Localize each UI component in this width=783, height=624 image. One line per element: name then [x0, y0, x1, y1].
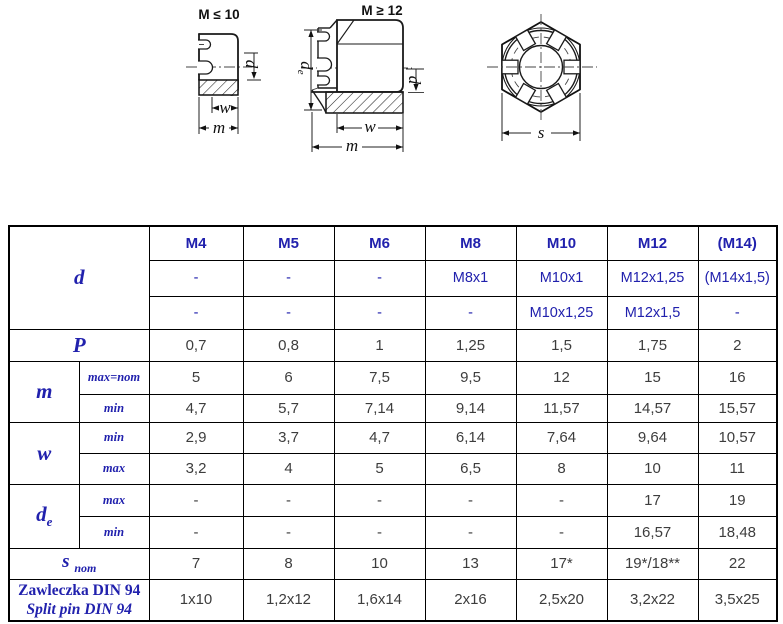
drawing-title-m-ge-12: M ≥ 12 — [361, 3, 403, 18]
row-label-s — [9, 548, 149, 579]
table-cell: 4 — [243, 453, 334, 484]
arrowhead — [573, 130, 580, 135]
column-header: M10 — [516, 226, 607, 260]
table-cell: 9,14 — [425, 394, 516, 422]
table-cell: 17 — [607, 484, 698, 516]
dim-label-w: w — [364, 117, 376, 136]
table-cell: 1,25 — [425, 329, 516, 361]
table-cell: 6,14 — [425, 422, 516, 453]
arrowhead — [312, 144, 319, 149]
table-cell: M12x1,25 — [607, 260, 698, 296]
table-cell: 7 — [149, 548, 243, 579]
slot-middle — [317, 58, 332, 71]
row-sublabel: min — [79, 422, 149, 453]
label-s-main: s — [62, 551, 70, 573]
hatched-bearing-band — [199, 80, 238, 95]
row-label-d: d — [9, 226, 149, 329]
label-s-sub: nom — [74, 560, 97, 575]
dim-label-m: m — [345, 136, 359, 155]
table-row — [9, 453, 777, 484]
table-cell: M8x1 — [425, 260, 516, 296]
table-cell: 13 — [425, 548, 516, 579]
table-cell: 4,7 — [334, 422, 425, 453]
table-row — [9, 548, 777, 579]
table-cell: 5 — [334, 453, 425, 484]
table-cell: 7,14 — [334, 394, 425, 422]
table-cell: (M14x1,5) — [698, 260, 777, 296]
table-cell: M12x1,5 — [607, 296, 698, 329]
hatched-flange — [326, 92, 403, 113]
table-cell: - — [243, 260, 334, 296]
table-cell: 7,5 — [334, 361, 425, 394]
table-row — [9, 394, 777, 422]
arrowhead — [502, 130, 509, 135]
table-cell: 10 — [607, 453, 698, 484]
arrowhead — [231, 125, 238, 130]
table-cell: 11,57 — [516, 394, 607, 422]
table-cell: - — [334, 296, 425, 329]
dim-label-s: s — [537, 123, 545, 142]
row-label-de — [9, 484, 79, 548]
table-cell: 2,5x20 — [516, 579, 607, 621]
table-cell: 3,2x22 — [607, 579, 698, 621]
arrowhead — [199, 125, 206, 130]
table-cell: 2,9 — [149, 422, 243, 453]
table-cell: 8 — [243, 548, 334, 579]
table-cell: M10x1 — [516, 260, 607, 296]
table-cell: - — [698, 296, 777, 329]
slot-middle — [198, 61, 213, 74]
table-cell: 2x16 — [425, 579, 516, 621]
table-cell: 10,57 — [698, 422, 777, 453]
table-cell: - — [334, 484, 425, 516]
arrowhead — [396, 125, 403, 130]
table-cell: - — [516, 516, 607, 548]
table-cell: 3,5x25 — [698, 579, 777, 621]
table-cell: 1,2x12 — [243, 579, 334, 621]
table-cell: - — [243, 516, 334, 548]
table-cell: - — [425, 296, 516, 329]
column-header: M12 — [607, 226, 698, 260]
table-cell: 5 — [149, 361, 243, 394]
row-label-m: m — [9, 361, 79, 422]
table-cell: 18,48 — [698, 516, 777, 548]
drawing-title-m-le-10: M ≤ 10 — [198, 7, 240, 22]
table-cell: 1x10 — [149, 579, 243, 621]
arrowhead — [251, 72, 256, 79]
table-cell: 19*/18** — [607, 548, 698, 579]
dim-label-d: d — [242, 59, 261, 69]
table-cell: 9,5 — [425, 361, 516, 394]
crown-chamfer — [330, 20, 337, 28]
table-row — [9, 516, 777, 548]
table-cell: - — [149, 260, 243, 296]
table-cell: - — [334, 516, 425, 548]
table-cell: 4,7 — [149, 394, 243, 422]
table-cell: 1,75 — [607, 329, 698, 361]
table-cell: - — [149, 296, 243, 329]
table-cell: 0,7 — [149, 329, 243, 361]
split-pin-label-en: Split pin DIN 94 — [26, 600, 132, 618]
dim-label-d: d — [405, 75, 424, 85]
table-cell: 0,8 — [243, 329, 334, 361]
table-cell: - — [243, 484, 334, 516]
drawing-side-view-m-le-10 — [186, 7, 261, 137]
row-sublabel: min — [79, 516, 149, 548]
table-cell: 17* — [516, 548, 607, 579]
table-cell: - — [149, 484, 243, 516]
table-cell: 15 — [607, 361, 698, 394]
table-cell: 3,2 — [149, 453, 243, 484]
column-header: M6 — [334, 226, 425, 260]
slot-top — [317, 32, 330, 41]
table-cell: 14,57 — [607, 394, 698, 422]
table-cell: 9,64 — [607, 422, 698, 453]
table-cell: 1 — [334, 329, 425, 361]
column-header: M4 — [149, 226, 243, 260]
table-cell: 1,6x14 — [334, 579, 425, 621]
header-row — [9, 226, 777, 260]
table-cell: 22 — [698, 548, 777, 579]
table-row — [9, 422, 777, 453]
row-sublabel: min — [79, 394, 149, 422]
table-cell: - — [334, 260, 425, 296]
table-cell: 7,64 — [516, 422, 607, 453]
table-row — [9, 579, 777, 621]
table-cell: 5,7 — [243, 394, 334, 422]
table-row — [9, 329, 777, 361]
row-sublabel: max — [79, 453, 149, 484]
dimension-table — [8, 225, 778, 622]
row-label-w: w — [9, 422, 79, 484]
column-header: M5 — [243, 226, 334, 260]
table-cell: - — [516, 484, 607, 516]
label-de-sub: e — [46, 514, 53, 530]
drawing-top-view-hexagon — [487, 14, 597, 142]
column-header: (M14) — [698, 226, 777, 260]
table-cell: 12 — [516, 361, 607, 394]
slot-bottom — [317, 76, 330, 85]
table-cell: - — [425, 484, 516, 516]
row-label-split-pin — [9, 579, 149, 621]
table-cell: 3,7 — [243, 422, 334, 453]
table-cell: 6 — [243, 361, 334, 394]
arrowhead — [413, 84, 418, 91]
table-cell: 19 — [698, 484, 777, 516]
arrowhead — [231, 105, 238, 110]
table-cell: 10 — [334, 548, 425, 579]
arrowhead — [308, 103, 313, 110]
table-cell: 8 — [516, 453, 607, 484]
table-cell: 16,57 — [607, 516, 698, 548]
column-header: M8 — [425, 226, 516, 260]
table-cell: - — [149, 516, 243, 548]
row-sublabel: max=nom — [79, 361, 149, 394]
technical-drawings — [0, 0, 783, 222]
flange-join — [312, 88, 318, 90]
arrowhead — [396, 144, 403, 149]
table-cell: - — [425, 516, 516, 548]
table-cell: 11 — [698, 453, 777, 484]
row-sublabel: max — [79, 484, 149, 516]
arrowhead — [212, 105, 219, 110]
table-cell: M10x1,25 — [516, 296, 607, 329]
table-cell: 1,5 — [516, 329, 607, 361]
table-cell: - — [243, 296, 334, 329]
split-pin-label-pl: Zawleczka DIN 94 — [18, 581, 141, 599]
table-row — [9, 361, 777, 394]
label-de-main: d — [36, 501, 47, 526]
table-cell: 16 — [698, 361, 777, 394]
dim-label-w: w — [219, 98, 231, 117]
dim-label-de: de — [295, 61, 316, 75]
table-cell: 6,5 — [425, 453, 516, 484]
arrowhead — [337, 125, 344, 130]
drawing-side-view-m-ge-12 — [295, 3, 424, 155]
table-cell: 15,57 — [698, 394, 777, 422]
arrowhead — [308, 30, 313, 37]
table-row — [9, 484, 777, 516]
table-cell: 2 — [698, 329, 777, 361]
row-label-p: P — [9, 329, 149, 361]
dim-label-m: m — [212, 118, 226, 137]
